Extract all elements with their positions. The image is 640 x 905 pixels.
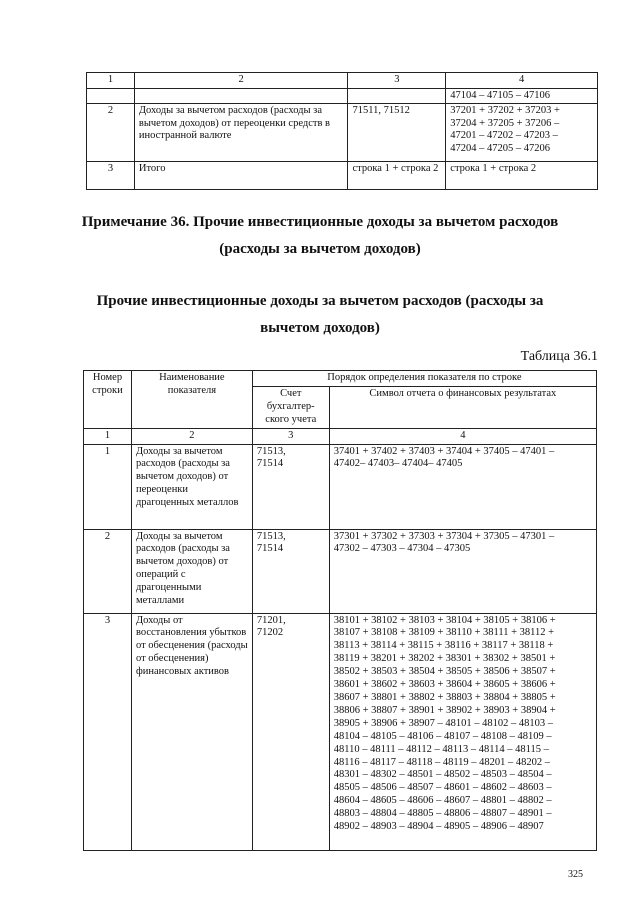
row-name: Доходы за вычетом расходов (расходы за вычетом доходов) от операций с драгоценными металлами xyxy=(131,529,252,613)
header-symbol: Символ отчета о финансовых результатах xyxy=(329,386,596,428)
row-name: Доходы за вычетом расходов (расходы за вычетом доходов) от переоценки драгоценных металлов xyxy=(131,444,252,529)
row-number xyxy=(87,88,135,104)
note-title-continued: (расходы за вычетом доходов) xyxy=(219,241,421,257)
section-title: Прочие инвестиционные доходы за вычетом расходов (расходы за xyxy=(96,293,544,309)
table-header-row xyxy=(87,73,598,89)
header-cell: 2 xyxy=(134,73,348,89)
header-group: Порядок определения показателя по строке xyxy=(252,371,596,387)
row-number: 3 xyxy=(87,162,135,190)
column-number: 1 xyxy=(84,428,132,444)
row-number: 1 xyxy=(84,444,132,529)
table-row xyxy=(84,529,597,613)
table-row xyxy=(87,88,598,104)
row-symbol: 37201 + 37202 + 37203 + 37204 + 37205 + 37206 – 47201 – 47202 – 47203 – 47204 – 47205 – 47206 xyxy=(446,104,598,162)
row-name xyxy=(134,88,348,104)
row-symbol: 37301 + 37302 + 37303 + 37304 + 37305 – 47301 – 47302 – 47303 – 47304 – 47305 xyxy=(329,529,596,613)
table-36-1 xyxy=(83,370,597,851)
section-title-continued: вычетом доходов) xyxy=(260,320,380,336)
row-account: 71201, 71202 xyxy=(252,613,329,850)
note-title: Примечание 36. Прочие инвестиционные доходы за вычетом расходов xyxy=(81,214,559,230)
page-number: 325 xyxy=(568,869,583,880)
row-name: Итого xyxy=(134,162,348,190)
table-row xyxy=(87,104,598,162)
row-number: 2 xyxy=(87,104,135,162)
table-header-row xyxy=(84,371,597,387)
table-caption: Таблица 36.1 xyxy=(520,349,598,364)
row-symbol: 47104 – 47105 – 47106 xyxy=(446,88,598,104)
header-row-number: Номер строки xyxy=(84,371,132,429)
table-row xyxy=(84,444,597,529)
row-name: Доходы за вычетом расходов (расходы за вычетом доходов) от переоценки средств в иностранной валюте xyxy=(134,104,348,162)
column-number: 4 xyxy=(329,428,596,444)
column-number: 3 xyxy=(252,428,329,444)
table-row xyxy=(84,613,597,850)
row-account xyxy=(348,88,446,104)
header-cell: 4 xyxy=(446,73,598,89)
row-number: 2 xyxy=(84,529,132,613)
table-row xyxy=(87,162,598,190)
row-account: строка 1 + строка 2 xyxy=(348,162,446,190)
column-number: 2 xyxy=(131,428,252,444)
header-indicator-name: Наименование показателя xyxy=(131,371,252,429)
continuation-table xyxy=(86,72,598,190)
row-name: Доходы от восстановления убытков от обесценения (расходы от обесценения) финансовых активов xyxy=(131,613,252,850)
row-symbol: 37401 + 37402 + 37403 + 37404 + 37405 – 47401 – 47402– 47403– 47404– 47405 xyxy=(329,444,596,529)
row-account: 71513, 71514 xyxy=(252,444,329,529)
header-account: Счет бухгалтер-ского учета xyxy=(252,386,329,428)
row-symbol: строка 1 + строка 2 xyxy=(446,162,598,190)
table-number-row xyxy=(84,428,597,444)
header-cell: 3 xyxy=(348,73,446,89)
row-account: 71513, 71514 xyxy=(252,529,329,613)
header-cell: 1 xyxy=(87,73,135,89)
row-account: 71511, 71512 xyxy=(348,104,446,162)
row-number: 3 xyxy=(84,613,132,850)
row-symbol: 38101 + 38102 + 38103 + 38104 + 38105 + 38106 + 38107 + 38108 + 38109 + 38110 + 38111 + 38112 + 38113 + 38114 + 38115 + 38116 + 38117 + 38118 + 38119 + 38201 + 38202 + 38301 + 38302 + 38501 + 38502 + 38503 + 38504 + 38505 + 38506 + 38507 + 38601 + 38602 + 38603 + 38604 + 38605 + 38606 + 38607 + 38801 + 38802 + 38803 + 38804 + 38805 + 38806 + 38807 + 38901 + 38902 + 38903 + 38904 + 38905 + 38906 + 38907 – 48101 – 48102 – 48103 – 48104 – 48105 – 48106 – 48107 – 48108 – 48109 – 48110 – 48111 – 48112 – 48113 – 48114 – 48115 – 48116 – 48117 – 48118 – 48119 – 48201 – 48202 – 48301 – 48302 – 48501 – 48502 – 48503 – 48504 – 48505 – 48506 – 48507 – 48601 – 48602 – 48603 – 48604 – 48605 – 48606 – 48607 – 48801 – 48802 – 48803 – 48804 – 48805 – 48806 – 48807 – 48901 – 48902 – 48903 – 48904 – 48905 – 48906 – 48907 xyxy=(329,613,596,850)
